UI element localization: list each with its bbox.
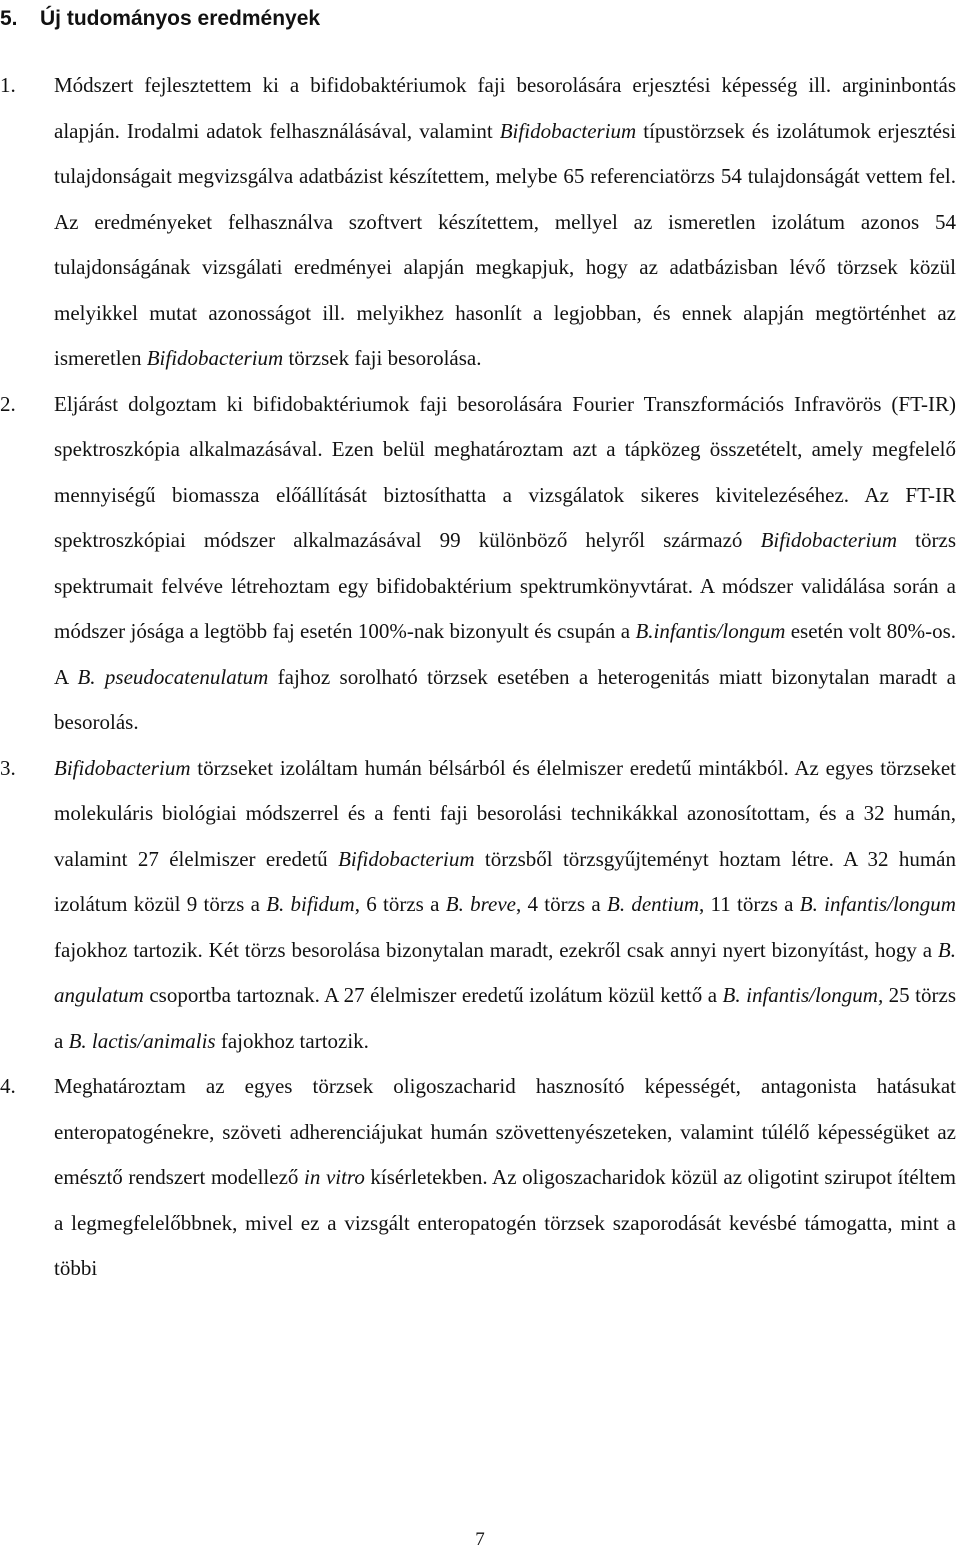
text-run: 25 törzs a [54,983,956,1053]
italic-term: in vitro [304,1165,365,1189]
result-item-4 [0,1064,956,1292]
page-number: 7 [475,1529,485,1550]
text-run: törzs spektrumait felvéve létrehoztam egy bifidobaktérium spektrumkönyvtárat. A módszer validálása során a módszer jósága a legtöbb faj esetén 100%-nak bizonyult és csupán a [54,528,957,643]
italic-term: B.infantis/longum [635,619,786,643]
text-run: típustörzsek és izolátumok erjesztési tulajdonságait megvizsgálva adatbázist készítettem, melybe 65 referenciatörzs 54 tulajdonságát vettem fel. Az eredményeket felhasználva szoftvert készítettem, mellyel az ismeretlen izolátum azonos 54 tulajdonságának vizsgálati eredményei alapján megkapjuk, hogy az adatbázisban lévő törzsek közül melyikkel mutat azonosságot ill. melyikhez hasonlít a legjobban, és ennek alapján megtörténhet az ismeretlen [54,118,956,370]
text-run: fajokhoz tartozik. [215,1028,369,1053]
item-text [54,392,956,735]
text-run: esetén volt 80%-os. A [54,619,956,689]
text-run: törzsek faji besorolása. [283,346,482,370]
italic-term: B. pseudocatenulatum [77,664,269,689]
text-run: csoportba tartoznak. A 27 élelmiszer eredetű izolátum közül kettő a [143,983,723,1007]
result-item-3 [0,746,956,1065]
text-run: törzseket izoláltam humán bélsárból és élelmiszer eredetű mintákból. Az egyes törzseket molekuláris biológiai módszerrel és a fenti faji besorolási technikákkal azonosítottam, és a 32 humán, valamint 27 élelmiszer eredetű [54,755,956,871]
italic-term: Bifidobacterium [54,755,191,780]
italic-term: B. dentium [607,892,700,916]
section-number: 5. [0,7,18,30]
item-text [54,73,956,370]
item-marker: 1. [0,73,16,97]
text-run: kísérletekben. Az oligoszacharidok közül az oligotint szirupot ítéltem a legmegfelelőbbnek, mivel ez a vizsgált enteropatogén törzsek szaporodását kevésbé támogatta, mint a többi [54,1165,956,1280]
result-item-1 [0,63,956,382]
section-title: Új tudományos eredmények [40,7,321,30]
item-marker: 2. [0,391,16,416]
item-text [54,1074,956,1280]
text-run: , 11 törzs a [699,892,800,916]
text-run: , 6 törzs a [354,892,446,916]
text-run: Módszert fejlesztettem ki a bifidobaktériumok faji besorolására erjesztési képesség ill. argininbontás alapján. Irodalmi adatok felhasználásával, valamint [54,73,956,143]
item-marker: 4. [0,1074,16,1098]
italic-term: B. bifidum [266,892,355,916]
section-heading [0,4,320,34]
results-list [0,63,960,1292]
italic-term: Bifidobacterium [499,118,637,143]
italic-term: Bifidobacterium [760,528,898,552]
item-text [54,756,956,1053]
text-run: , 4 törzs a [515,892,607,916]
result-item-2 [0,382,956,746]
italic-term: B. angulatum [54,937,956,1007]
italic-term: B. infantis/longum, [722,983,884,1007]
italic-term: Bifidobacterium [146,346,284,370]
text-run: fajhoz sorolható törzsek esetében a heterogenitás miatt bizonytalan maradt a besorolás. [54,664,957,734]
item-marker: 3. [0,755,16,780]
italic-term: B. infantis/longum [799,892,956,916]
italic-term: Bifidobacterium [338,846,475,871]
italic-term: B. lactis/animalis [68,1028,216,1053]
text-run: fajokhoz tartozik. Két törzs besorolása bizonytalan maradt, ezekről csak annyi nyert bizonyítást, hogy a [54,937,938,962]
text-run: Eljárást dolgoztam ki bifidobaktériumok faji besorolására Fourier Transzformációs Infravörös (FT-IR) spektroszkópia alkalmazásával. Ezen belül meghatároztam azt a tápközeg összetételt, amely megfelelő mennyiségű biomassza előállítását biztosíthatta a vizsgálatok sikeres kivitelezéséhez. Az FT-IR spektroszkópiai módszer alkalmazásával 99 különböző helyről származó [54,391,956,552]
text-run: Meghatároztam az egyes törzsek oligoszacharid hasznosító képességét, antagonista hatásukat enteropatogénekre, szöveti adherenciájukat humán szövettenyészeteken, valamint túlélő képességüket az emésztő rendszert modellező [54,1074,956,1189]
text-run: törzsből törzsgyűjteményt hoztam létre. A 32 humán izolátum közül 9 törzs a [54,846,956,916]
italic-term: B. breve [445,892,516,916]
